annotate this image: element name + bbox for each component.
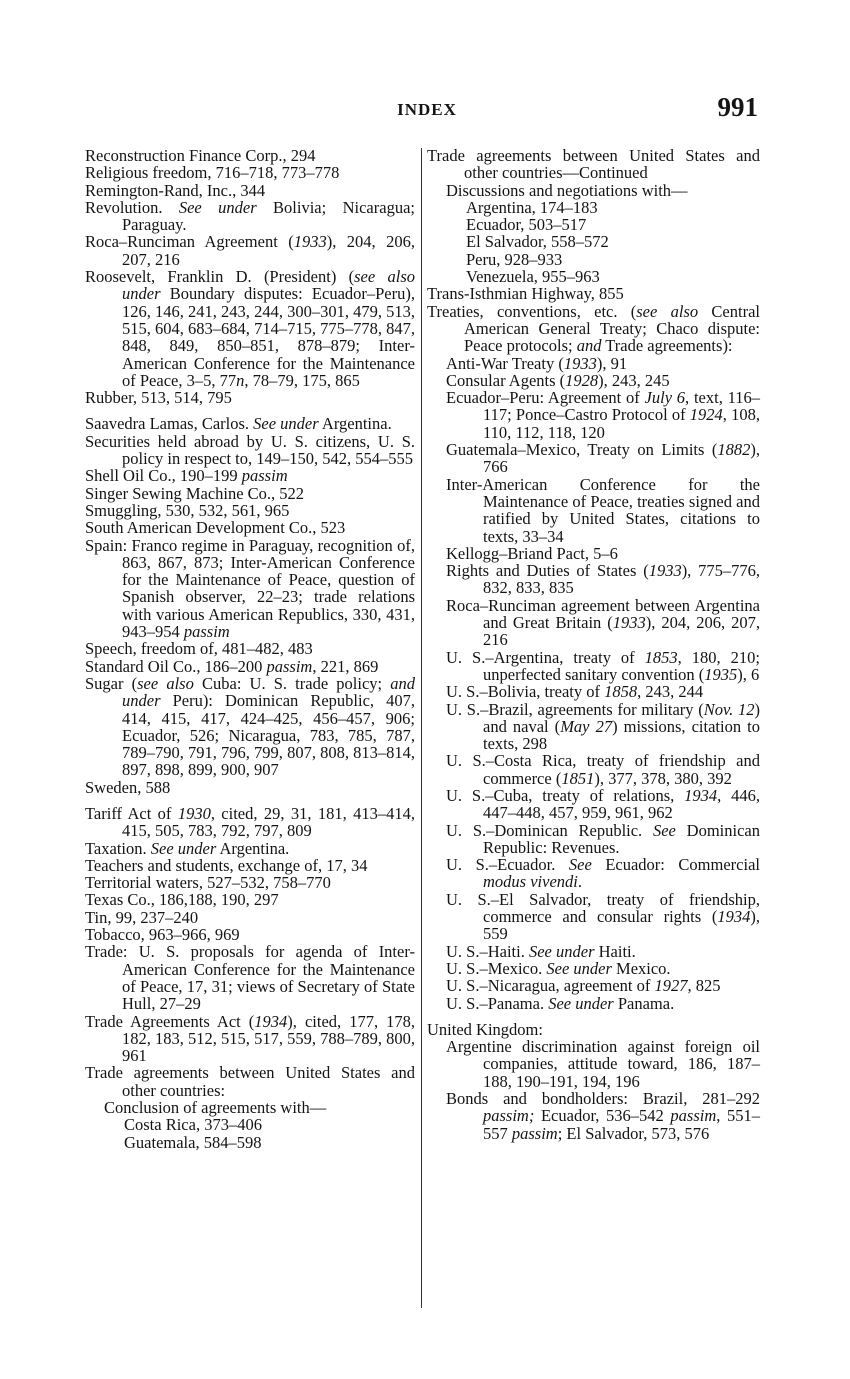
index-entry: Trans-Isthmian Highway, 855 — [427, 284, 624, 304]
index-subentry: Costa Rica, 373–406 — [124, 1115, 262, 1135]
index-subentry: Peru, 928–933 — [466, 249, 563, 269]
index-subentry: U. S.–Ecuador. See Ecuador: Commercial modus vivendi. — [446, 855, 760, 892]
index-entry: Revolution. See under Bolivia; Nicaragua; Paraguay. — [85, 197, 415, 235]
index-subentry: U. S.–Cuba, treaty of relations, 1934, 446, 447–448, 457, 959, 961, 962 — [446, 785, 761, 823]
index-subentry: U. S.–El Salvador, treaty of friendship, commerce and consular rights (1934), 559 — [446, 889, 760, 944]
index-entry: Trade: U. S. proposals for agenda of Inter-American Conference for the Maintenance of Peace, 17, 31; views of Secretary of State Hull, 27–29 — [85, 942, 415, 1014]
index-entry: Roosevelt, Franklin D. (President) (see also under Boundary disputes: Ecuador–Peru), 126, 146, 241, 243, 244, 300–301, 479, 513, 515, 604, 683–684, 714–715, 775–778, 847, 848, 849, 850–851, 878–879; Inter-American Conference for the Maintenance of Peace, 3–5, 77n, 78–79, 175, 865 — [85, 267, 415, 390]
index-entry: Shell Oil Co., 190–199 passim — [85, 466, 288, 486]
index-subentry: U. S.–Panama. See under Panama. — [446, 993, 675, 1013]
index-subentry: U. S.–Costa Rica, treaty of friendship and commerce (1851), 377, 378, 380, 392 — [446, 751, 760, 788]
page-number: 991 — [717, 92, 758, 122]
index-entry: South American Development Co., 523 — [85, 518, 346, 538]
index-entry: Remington-Rand, Inc., 344 — [85, 180, 266, 200]
index-subentry: Inter-American Conference for the Maintenance of Peace, treaties signed and ratified by United States, citations to texts, 33–34 — [446, 474, 760, 546]
index-subentry: Venezuela, 955–963 — [466, 267, 600, 287]
index-entry: Treaties, conventions, etc. (see also Central American General Treaty; Chaco dispute: Peace protocols; and Trade agreements): — [427, 301, 760, 356]
index-entry: Spain: Franco regime in Paraguay, recognition of, 863, 867, 873; Inter-American Conference for the Maintenance of Peace, question of Spanish observer, 22–23; trade relations with various American Republics, 330, 431, 943–954 passim — [85, 535, 415, 642]
index-entry: Sweden, 588 — [85, 777, 171, 797]
index-entry: Rubber, 513, 514, 795 — [85, 388, 232, 408]
index-subentry: Discussions and negotiations with— — [446, 180, 688, 200]
index-subentry: Consular Agents (1928), 243, 245 — [446, 370, 670, 390]
index-column-left — [85, 147, 415, 1151]
index-subentry: U. S.–Haiti. See under Haiti. — [446, 941, 636, 961]
index-entry: Religious freedom, 716–718, 773–778 — [85, 163, 340, 183]
index-entry: Roca–Runciman Agreement (1933), 204, 206, 207, 216 — [85, 232, 416, 269]
index-entry: Texas Co., 186,188, 190, 297 — [85, 890, 279, 910]
index-entry: Trade agreements between United States and other countries—Continued — [427, 146, 760, 183]
index-subentry: Kellogg–Briand Pact, 5–6 — [446, 543, 618, 563]
index-subentry: Guatemala–Mexico, Treaty on Limits (1882), 766 — [446, 440, 760, 477]
index-entry: Tin, 99, 237–240 — [85, 907, 199, 927]
index-subentry: El Salvador, 558–572 — [466, 232, 609, 252]
index-entry: Taxation. See under Argentina. — [85, 838, 290, 858]
running-head-title: INDEX — [397, 100, 457, 119]
index-subentry: Guatemala, 584–598 — [124, 1132, 262, 1152]
index-subentry: Anti-War Treaty (1933), 91 — [446, 353, 628, 373]
index-entry: Trade Agreements Act (1934), cited, 177, 178, 182, 183, 512, 515, 517, 559, 788–789, 800, 961 — [85, 1011, 416, 1066]
index-entry: Tobacco, 963–966, 969 — [85, 925, 240, 945]
index-subentry: U. S.–Dominican Republic. See Dominican Republic: Revenues. — [446, 820, 760, 857]
index-subentry: Argentine discrimination against foreign oil companies, attitude toward, 186, 187–188, 190–191, 194, 196 — [446, 1037, 760, 1091]
index-subentry: U. S.–Bolivia, treaty of 1858, 243, 244 — [446, 682, 704, 702]
index-entry: Tariff Act of 1930, cited, 29, 31, 181, 413–414, 415, 505, 783, 792, 797, 809 — [85, 803, 415, 841]
index-subentry: Rights and Duties of States (1933), 775–776, 832, 833, 835 — [446, 561, 760, 598]
index-subentry: U. S.–Argentina, treaty of 1853, 180, 210; unperfected sanitary convention (1935), 6 — [446, 647, 760, 684]
index-entry: Reconstruction Finance Corp., 294 — [85, 146, 316, 165]
index-entry: Smuggling, 530, 532, 561, 965 — [85, 500, 290, 520]
index-subentry: U. S.–Mexico. See under Mexico. — [446, 958, 671, 978]
index-subentry: Conclusion of agreements with— — [104, 1098, 327, 1118]
index-subentry: Argentina, 174–183 — [466, 197, 598, 217]
index-entry: Territorial waters, 527–532, 758–770 — [85, 873, 331, 893]
index-entry: Trade agreements between United States and other countries: — [85, 1063, 415, 1100]
index-entry: Sugar (see also Cuba: U. S. trade policy; and under Peru): Dominican Republic, 407, 414, 415, 417, 424–425, 456–457, 906; Ecuador, 526; Nicaragua, 783, 785, 787, 789–790, 791, 796, 799, 807, 808, 813–814, 897, 898, 899, 900, 907 — [85, 673, 415, 780]
index-entry: Singer Sewing Machine Co., 522 — [85, 483, 305, 503]
index-entry: Speech, freedom of, 481–482, 483 — [85, 639, 313, 659]
index-subentry: Roca–Runciman agreement between Argentina and Great Britain (1933), 204, 206, 207, 216 — [446, 595, 760, 650]
index-entry: United Kingdom: — [427, 1019, 543, 1039]
index-column-right — [427, 147, 760, 1142]
column-divider — [421, 148, 422, 1308]
index-subentry: Ecuador–Peru: Agreement of July 6, text, 116–117; Ponce–Castro Protocol of 1924, 108, 110, 112, 118, 120 — [446, 388, 760, 442]
index-entry: Securities held abroad by U. S. citizens, U. S. policy in respect to, 149–150, 542, 554–555 — [85, 431, 415, 469]
index-subentry: Bonds and bondholders: Brazil, 281–292 passim; Ecuador, 536–542 passim, 551–557 passim; El Salvador, 573, 576 — [446, 1089, 760, 1143]
index-entry: Standard Oil Co., 186–200 passim, 221, 869 — [85, 656, 379, 676]
index-subentry: U. S.–Nicaragua, agreement of 1927, 825 — [446, 976, 721, 996]
index-entry: Teachers and students, exchange of, 17, 34 — [85, 855, 368, 875]
index-subentry: Ecuador, 503–517 — [466, 215, 587, 235]
index-entry: Saavedra Lamas, Carlos. See under Argentina. — [85, 414, 392, 434]
index-subentry: U. S.–Brazil, agreements for military (Nov. 12) and naval (May 27) missions, citation to texts, 298 — [446, 699, 760, 754]
